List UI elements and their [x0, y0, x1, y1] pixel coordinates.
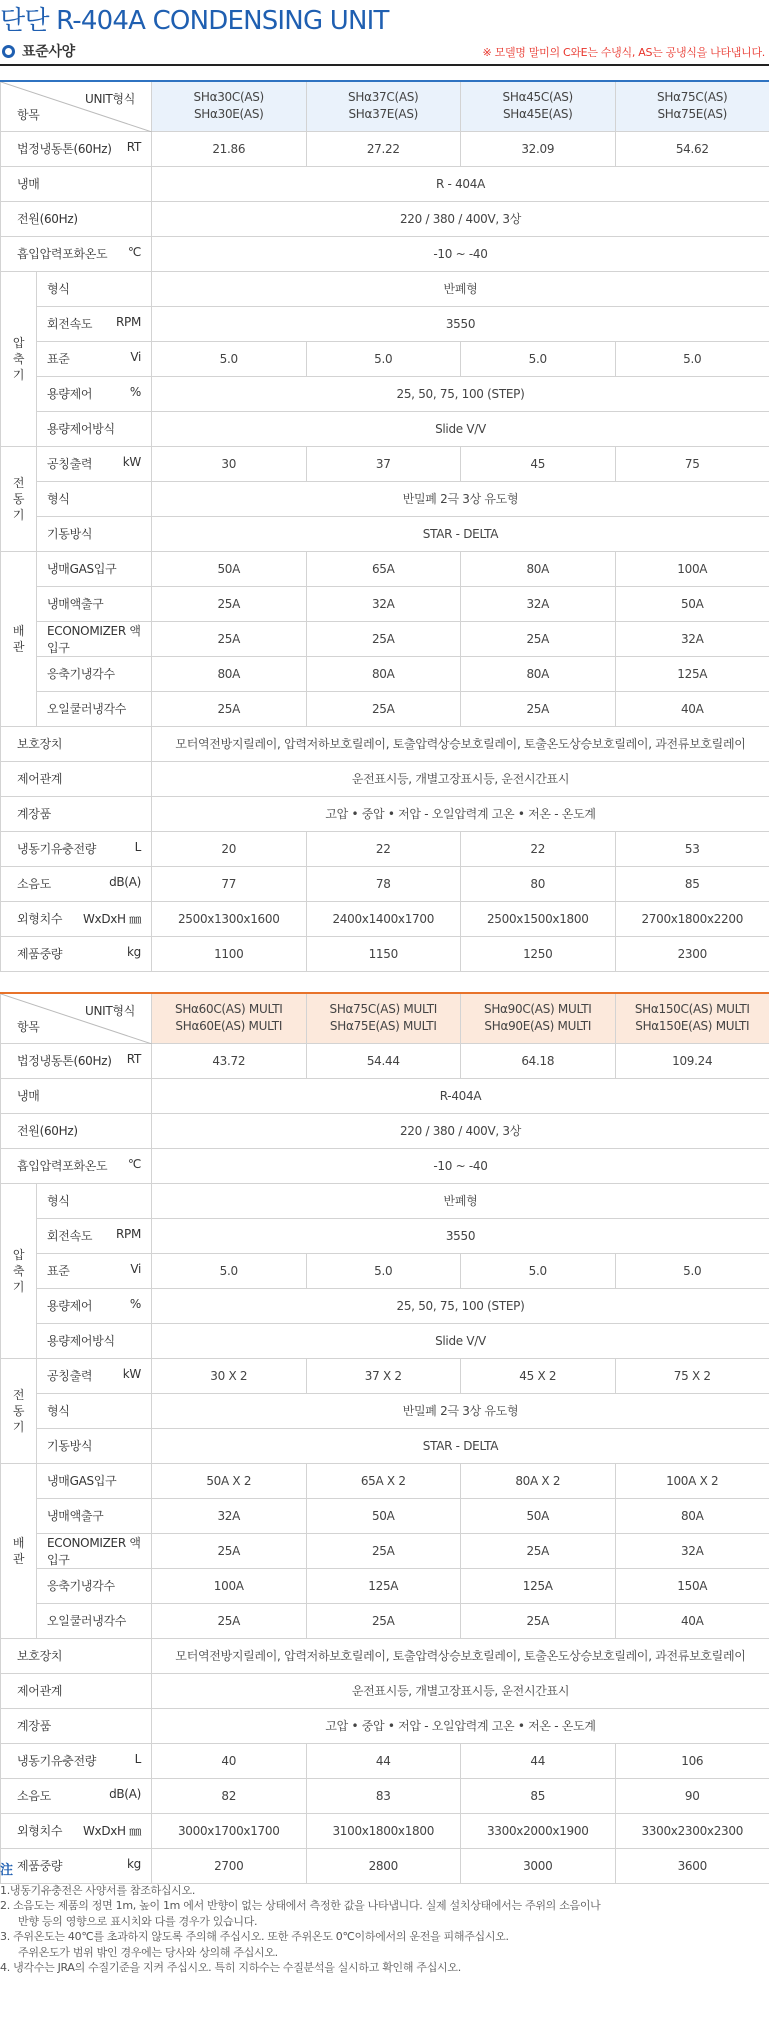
motor-type-label: 형식	[37, 481, 152, 516]
charge-cell: 22	[461, 831, 616, 866]
table-row	[1, 481, 769, 516]
cap-ctrl-method-label: 용량제어방식	[37, 411, 152, 446]
table-row	[1, 1183, 769, 1218]
piping-group-label: 배 관	[1, 551, 37, 726]
refrigerant-cell: R-404A	[152, 1078, 769, 1113]
weight-cell: 1100	[152, 936, 307, 971]
rpm-label: 회전속도 RPM	[37, 306, 152, 341]
table-row	[1, 586, 769, 621]
model-header: SHα60C(AS) MULTI SHα60E(AS) MULTI	[152, 993, 307, 1043]
table-row	[1, 691, 769, 726]
table-row	[1, 1568, 769, 1603]
output-cell: 37	[306, 446, 461, 481]
economizer-cell: 25A	[306, 1533, 461, 1568]
control-label: 제어관계	[1, 761, 152, 796]
table-row	[1, 621, 769, 656]
table-row	[1, 1813, 769, 1848]
table-row	[1, 1218, 769, 1253]
weight-cell: 2300	[615, 936, 769, 971]
table-row	[1, 1708, 769, 1743]
rpm-cell: 3550	[152, 1218, 769, 1253]
vi-cell: 5.0	[461, 341, 616, 376]
protection-cell: 모터역전방지릴레이, 압력저하보호릴레이, 토출압력상승보호릴레이, 토출온도상승보호릴레이, 과전류보호릴레이	[152, 726, 769, 761]
suction-temp-cell: -10 ~ -40	[152, 1148, 769, 1183]
cap-ctrl-cell: 25, 50, 75, 100 (STEP)	[152, 376, 769, 411]
charge-cell: 40	[152, 1743, 307, 1778]
table-row	[1, 1288, 769, 1323]
table-row	[1, 1743, 769, 1778]
table-row	[1, 1078, 769, 1113]
unit-type-label: UNIT형식	[84, 92, 135, 106]
table-row	[1, 1113, 769, 1148]
vi-cell: 5.0	[461, 1253, 616, 1288]
comp-type-label: 형식	[37, 1183, 152, 1218]
note-item: 주위온도가 범위 밖인 경우에는 당사와 상의해 주십시오.	[18, 1945, 278, 1959]
compressor-group-label: 압 축 기	[1, 271, 37, 446]
oil-cooler-cell: 25A	[152, 1603, 307, 1638]
output-label: 공칭출력 kW	[37, 446, 152, 481]
charge-label: 냉동기유충전량 L	[1, 831, 152, 866]
oil-cooler-cell: 25A	[461, 691, 616, 726]
oil-cooler-label: 오일쿨러냉각수	[37, 691, 152, 726]
output-cell: 45 X 2	[461, 1358, 616, 1393]
cond-water-cell: 125A	[615, 656, 769, 691]
oil-cooler-cell: 25A	[306, 1603, 461, 1638]
capacity-label: 법정냉동톤(60Hz) RT	[1, 131, 152, 166]
capacity-cell: 54.62	[615, 131, 769, 166]
cond-water-cell: 100A	[152, 1568, 307, 1603]
vi-cell: 5.0	[615, 341, 769, 376]
weight-label: 제품중량 kg	[1, 1848, 152, 1883]
section-header	[0, 38, 769, 66]
compressor-group-label: 압 축 기	[1, 1183, 37, 1358]
oil-cooler-cell: 40A	[615, 691, 769, 726]
vi-cell: 5.0	[306, 341, 461, 376]
capacity-cell: 54.44	[306, 1043, 461, 1078]
model-header: SHα30C(AS) SHα30E(AS)	[152, 81, 307, 131]
model-header: SHα90C(AS) MULTI SHα90E(AS) MULTI	[461, 993, 616, 1043]
item-label: 항목	[17, 1019, 40, 1034]
dims-cell: 2500x1500x1800	[461, 901, 616, 936]
model-header: SHα150C(AS) MULTI SHα150E(AS) MULTI	[615, 993, 769, 1043]
suction-temp-label: 흡입압력포화온도 ℃	[1, 1148, 152, 1183]
suction-temp-label: 흡입압력포화온도 ℃	[1, 236, 152, 271]
capacity-cell: 21.86	[152, 131, 307, 166]
refrigerant-label: 냉매	[1, 1078, 152, 1113]
liquid-outlet-cell: 32A	[306, 586, 461, 621]
motor-type-label: 형식	[37, 1393, 152, 1428]
table-row	[1, 901, 769, 936]
table-row	[1, 1498, 769, 1533]
liquid-outlet-cell: 25A	[152, 586, 307, 621]
output-label: 공칭출력 kW	[37, 1358, 152, 1393]
table-row	[1, 726, 769, 761]
table-row	[1, 551, 769, 586]
unit-type-label: UNIT형식	[84, 1004, 135, 1018]
note-item: 반향 등의 영향으로 표시치와 다를 경우가 있습니다.	[18, 1914, 258, 1928]
dims-cell: 3000x1700x1700	[152, 1813, 307, 1848]
charge-cell: 53	[615, 831, 769, 866]
refrigerant-cell: R - 404A	[152, 166, 769, 201]
gas-inlet-cell: 65A X 2	[306, 1463, 461, 1498]
table-row	[1, 1358, 769, 1393]
power-cell: 220 / 380 / 400V, 3상	[152, 201, 769, 236]
charge-label: 냉동기유충전량 L	[1, 1743, 152, 1778]
refrigerant-label: 냉매	[1, 166, 152, 201]
table-row	[1, 831, 769, 866]
notes-heading: 注	[0, 1863, 13, 1878]
dims-cell: 2500x1300x1600	[152, 901, 307, 936]
vi-cell: 5.0	[615, 1253, 769, 1288]
table-row	[1, 341, 769, 376]
liquid-outlet-cell: 32A	[461, 586, 616, 621]
gauges-label: 계장품	[1, 796, 152, 831]
table-row	[1, 1603, 769, 1638]
cond-water-cell: 80A	[152, 656, 307, 691]
dims-cell: 3300x2300x2300	[615, 1813, 769, 1848]
charge-cell: 22	[306, 831, 461, 866]
vi-label: 표준 Vi	[37, 341, 152, 376]
vi-cell: 5.0	[152, 1253, 307, 1288]
control-label: 제어관계	[1, 1673, 152, 1708]
charge-cell: 106	[615, 1743, 769, 1778]
capacity-cell: 32.09	[461, 131, 616, 166]
output-cell: 75 X 2	[615, 1358, 769, 1393]
table-row	[1, 306, 769, 341]
table-row	[1, 1428, 769, 1463]
page-title: 단단 R-404A CONDENSING UNIT	[0, 6, 389, 36]
table-row	[1, 1463, 769, 1498]
weight-label: 제품중량 kg	[1, 936, 152, 971]
circle-bullet-icon	[2, 45, 15, 58]
control-cell: 운전표시등, 개별고장표시등, 운전시간표시	[152, 761, 769, 796]
vi-cell: 5.0	[152, 341, 307, 376]
weight-cell: 1150	[306, 936, 461, 971]
liquid-outlet-cell: 50A	[306, 1498, 461, 1533]
gas-inlet-cell: 80A	[461, 551, 616, 586]
table-header-row	[1, 81, 769, 131]
weight-cell: 2700	[152, 1848, 307, 1883]
gauges-label: 계장품	[1, 1708, 152, 1743]
protection-label: 보호장치	[1, 1638, 152, 1673]
motor-group-label: 전 동 기	[1, 1358, 37, 1463]
economizer-cell: 32A	[615, 621, 769, 656]
dims-cell: 2700x1800x2200	[615, 901, 769, 936]
capacity-cell: 43.72	[152, 1043, 307, 1078]
table-row	[1, 1043, 769, 1078]
table-row	[1, 271, 769, 306]
noise-cell: 83	[306, 1778, 461, 1813]
table-row	[1, 376, 769, 411]
cap-ctrl-method-label: 용량제어방식	[37, 1323, 152, 1358]
table-row	[1, 1393, 769, 1428]
economizer-cell: 25A	[152, 621, 307, 656]
protection-cell: 모터역전방지릴레이, 압력저하보호릴레이, 토출압력상승보호릴레이, 토출온도상승보호릴레이, 과전류보호릴레이	[152, 1638, 769, 1673]
cap-ctrl-method-cell: Slide V/V	[152, 1323, 769, 1358]
suction-temp-cell: -10 ~ -40	[152, 236, 769, 271]
piping-group-label: 배 관	[1, 1463, 37, 1638]
table-header-row	[1, 993, 769, 1043]
comp-type-cell: 반폐형	[152, 1183, 769, 1218]
capacity-cell: 27.22	[306, 131, 461, 166]
oil-cooler-cell: 25A	[152, 691, 307, 726]
noise-cell: 85	[461, 1778, 616, 1813]
table-row	[1, 201, 769, 236]
dims-cell: 2400x1400x1700	[306, 901, 461, 936]
spec-table	[0, 80, 769, 972]
dims-cell: 3300x2000x1900	[461, 1813, 616, 1848]
table-row	[1, 236, 769, 271]
note-item: 2. 소음도는 제품의 정면 1m, 높이 1m 에서 반향이 없는 상태에서 측정한 값을 나타냅니다. 실제 설치상태에서는 주위의 소음이나	[0, 1899, 601, 1912]
gas-inlet-label: 냉매GAS입구	[37, 551, 152, 586]
liquid-outlet-label: 냉매액출구	[37, 1498, 152, 1533]
table-row	[1, 866, 769, 901]
start-cell: STAR - DELTA	[152, 1428, 769, 1463]
noise-cell: 90	[615, 1778, 769, 1813]
model-notice: ※ 모델명 말미의 C와E는 수냉식, AS는 공냉식을 나타냅니다.	[482, 46, 765, 59]
vi-label: 표준 Vi	[37, 1253, 152, 1288]
noise-cell: 78	[306, 866, 461, 901]
power-label: 전원(60Hz)	[1, 1113, 152, 1148]
table-row	[1, 1253, 769, 1288]
power-cell: 220 / 380 / 400V, 3상	[152, 1113, 769, 1148]
start-label: 기동방식	[37, 516, 152, 551]
table-row	[1, 1673, 769, 1708]
item-label: 항목	[17, 107, 40, 122]
liquid-outlet-cell: 50A	[461, 1498, 616, 1533]
vi-cell: 5.0	[306, 1253, 461, 1288]
weight-cell: 3600	[615, 1848, 769, 1883]
cap-ctrl-label: 용량제어 %	[37, 1288, 152, 1323]
economizer-label: ECONOMIZER 액입구	[37, 1533, 152, 1568]
cap-ctrl-method-cell: Slide V/V	[152, 411, 769, 446]
liquid-outlet-cell: 80A	[615, 1498, 769, 1533]
oil-cooler-cell: 25A	[461, 1603, 616, 1638]
comp-type-cell: 반폐형	[152, 271, 769, 306]
economizer-cell: 25A	[461, 621, 616, 656]
rpm-label: 회전속도 RPM	[37, 1218, 152, 1253]
model-header: SHα45C(AS) SHα45E(AS)	[461, 81, 616, 131]
cond-water-cell: 125A	[461, 1568, 616, 1603]
header-diagonal-cell	[1, 993, 152, 1043]
dims-cell: 3100x1800x1800	[306, 1813, 461, 1848]
liquid-outlet-cell: 32A	[152, 1498, 307, 1533]
oil-cooler-label: 오일쿨러냉각수	[37, 1603, 152, 1638]
model-header: SHα75C(AS) MULTI SHα75E(AS) MULTI	[306, 993, 461, 1043]
power-label: 전원(60Hz)	[1, 201, 152, 236]
table-row	[1, 761, 769, 796]
table-row	[1, 656, 769, 691]
start-cell: STAR - DELTA	[152, 516, 769, 551]
table-row	[1, 796, 769, 831]
model-header: SHα37C(AS) SHα37E(AS)	[306, 81, 461, 131]
cond-water-label: 응축기냉각수	[37, 1568, 152, 1603]
noise-cell: 80	[461, 866, 616, 901]
comp-type-label: 형식	[37, 271, 152, 306]
gas-inlet-label: 냉매GAS입구	[37, 1463, 152, 1498]
table-row	[1, 446, 769, 481]
note-item: 1.냉동기유충전은 사양서를 참조하십시오.	[0, 1883, 196, 1897]
section-title: 표준사양	[22, 44, 75, 60]
weight-cell: 1250	[461, 936, 616, 971]
weight-cell: 3000	[461, 1848, 616, 1883]
cap-ctrl-label: 용량제어 %	[37, 376, 152, 411]
output-cell: 45	[461, 446, 616, 481]
economizer-cell: 25A	[306, 621, 461, 656]
economizer-cell: 25A	[461, 1533, 616, 1568]
liquid-outlet-cell: 50A	[615, 586, 769, 621]
protection-label: 보호장치	[1, 726, 152, 761]
note-item: 4. 냉각수는 JRA의 수질기준을 지켜 주십시오. 특히 지하수는 수질분석을 실시하고 확인해 주십시오.	[0, 1961, 461, 1974]
table-row	[1, 1638, 769, 1673]
gauges-cell: 고압 • 중압 • 저압 - 오일압력계 고온 • 저온 - 온도계	[152, 796, 769, 831]
dims-label: 외형치수 WxDxH ㎜	[1, 901, 152, 936]
gas-inlet-cell: 100A	[615, 551, 769, 586]
gauges-cell: 고압 • 중압 • 저압 - 오일압력계 고온 • 저온 - 온도계	[152, 1708, 769, 1743]
table-row	[1, 166, 769, 201]
table-row	[1, 1148, 769, 1183]
capacity-label: 법정냉동톤(60Hz) RT	[1, 1043, 152, 1078]
weight-cell: 2800	[306, 1848, 461, 1883]
note-item: 3. 주위온도는 40℃를 초과하지 않도록 주의해 주십시오. 또한 주위온도 0℃이하에서의 운전을 피해주십시오.	[0, 1930, 509, 1943]
charge-cell: 20	[152, 831, 307, 866]
cond-water-cell: 125A	[306, 1568, 461, 1603]
table-row	[1, 411, 769, 446]
cond-water-cell: 150A	[615, 1568, 769, 1603]
charge-cell: 44	[461, 1743, 616, 1778]
noise-cell: 77	[152, 866, 307, 901]
output-cell: 30 X 2	[152, 1358, 307, 1393]
model-header: SHα75C(AS) SHα75E(AS)	[615, 81, 769, 131]
output-cell: 37 X 2	[306, 1358, 461, 1393]
motor-type-cell: 반밀폐 2극 3상 유도형	[152, 481, 769, 516]
noise-label: 소음도 dB(A)	[1, 1778, 152, 1813]
gas-inlet-cell: 50A X 2	[152, 1463, 307, 1498]
capacity-cell: 109.24	[615, 1043, 769, 1078]
table-row	[1, 1323, 769, 1358]
dims-label: 외형치수 WxDxH ㎜	[1, 1813, 152, 1848]
motor-group-label: 전 동 기	[1, 446, 37, 551]
spec-table	[0, 992, 769, 1884]
oil-cooler-cell: 25A	[306, 691, 461, 726]
capacity-cell: 64.18	[461, 1043, 616, 1078]
economizer-label: ECONOMIZER 액입구	[37, 621, 152, 656]
oil-cooler-cell: 40A	[615, 1603, 769, 1638]
gas-inlet-cell: 100A X 2	[615, 1463, 769, 1498]
economizer-cell: 25A	[152, 1533, 307, 1568]
table-row	[1, 1533, 769, 1568]
table-row	[1, 516, 769, 551]
gas-inlet-cell: 50A	[152, 551, 307, 586]
output-cell: 75	[615, 446, 769, 481]
gas-inlet-cell: 65A	[306, 551, 461, 586]
liquid-outlet-label: 냉매액출구	[37, 586, 152, 621]
cond-water-cell: 80A	[306, 656, 461, 691]
cap-ctrl-cell: 25, 50, 75, 100 (STEP)	[152, 1288, 769, 1323]
start-label: 기동방식	[37, 1428, 152, 1463]
table-row	[1, 1778, 769, 1813]
header-diagonal-cell	[1, 81, 152, 131]
cond-water-cell: 80A	[461, 656, 616, 691]
output-cell: 30	[152, 446, 307, 481]
charge-cell: 44	[306, 1743, 461, 1778]
economizer-cell: 32A	[615, 1533, 769, 1568]
gas-inlet-cell: 80A X 2	[461, 1463, 616, 1498]
table-row	[1, 936, 769, 971]
control-cell: 운전표시등, 개별고장표시등, 운전시간표시	[152, 1673, 769, 1708]
motor-type-cell: 반밀폐 2극 3상 유도형	[152, 1393, 769, 1428]
noise-cell: 85	[615, 866, 769, 901]
noise-cell: 82	[152, 1778, 307, 1813]
rpm-cell: 3550	[152, 306, 769, 341]
noise-label: 소음도 dB(A)	[1, 866, 152, 901]
cond-water-label: 응축기냉각수	[37, 656, 152, 691]
table-row	[1, 131, 769, 166]
notes	[0, 1863, 769, 1976]
